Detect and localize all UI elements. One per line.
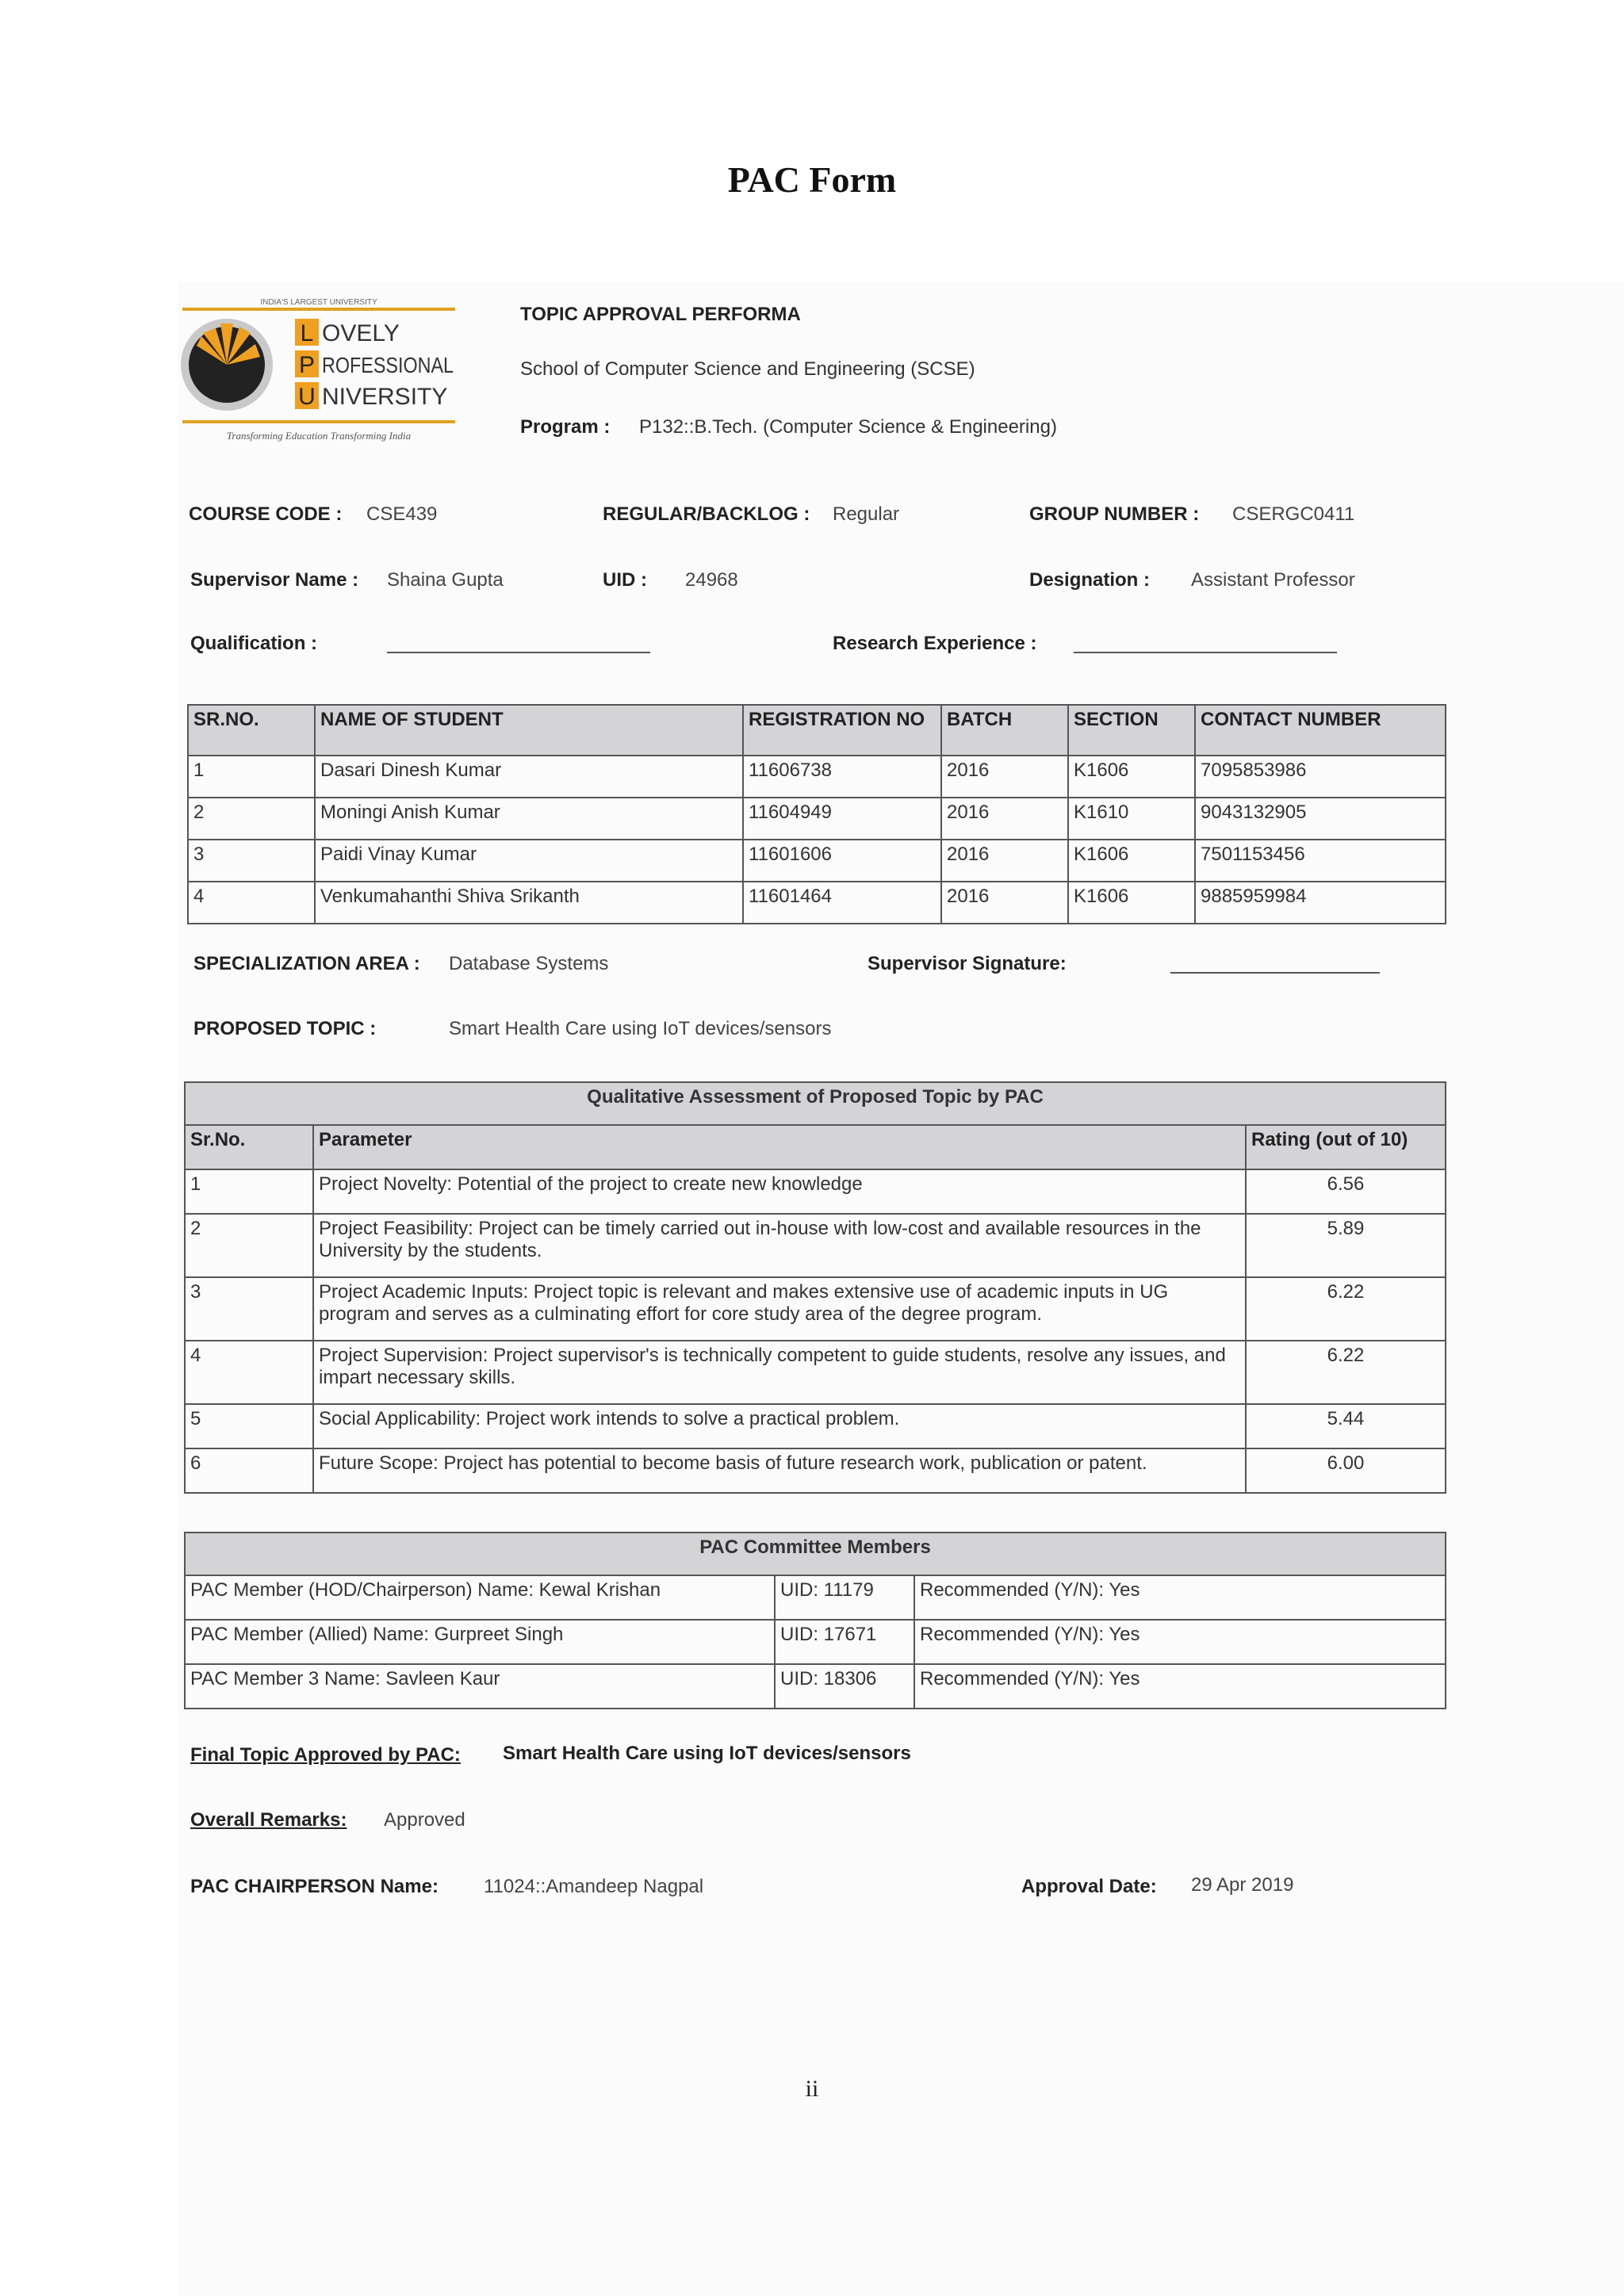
table-cell: Paidi Vinay Kumar	[315, 840, 743, 882]
students-header-cell: BATCH	[941, 705, 1068, 756]
table-row	[185, 1664, 1446, 1709]
table-cell: 11601606	[743, 840, 941, 882]
proposed-topic-label: PROPOSED TOPIC :	[193, 1018, 377, 1039]
table-cell: 9885959984	[1195, 882, 1446, 924]
overall-remarks-label: Overall Remarks:	[190, 1809, 347, 1831]
table-cell: Moningi Anish Kumar	[315, 798, 743, 840]
logo-letter-p: P	[298, 352, 316, 378]
table-cell: 2016	[941, 756, 1068, 798]
committee-caption: PAC Committee Members	[185, 1533, 1446, 1575]
table-row	[185, 1448, 1446, 1493]
table-row	[185, 1214, 1446, 1277]
table-cell: 11606738	[743, 756, 941, 798]
table-cell: 4	[185, 1341, 313, 1404]
table-row	[185, 1341, 1446, 1404]
table-cell: K1606	[1068, 840, 1195, 882]
proposed-topic-value: Smart Health Care using IoT devices/sensors	[449, 1018, 832, 1039]
table-cell: UID: 18306	[775, 1664, 914, 1709]
table-cell: PAC Member (HOD/Chairperson) Name: Kewal Krishan	[185, 1575, 775, 1620]
assessment-table	[184, 1081, 1446, 1494]
table-cell: Project Supervision: Project supervisor's is technically competent to guide students, resolve any issues, and impart necessary skills.	[313, 1341, 1246, 1404]
chairperson-label: PAC CHAIRPERSON Name:	[190, 1876, 439, 1897]
table-row	[185, 1169, 1446, 1214]
table-cell: 2	[185, 1214, 313, 1277]
table-row	[188, 756, 1446, 798]
specialization-label: SPECIALIZATION AREA :	[193, 953, 420, 974]
table-cell: 5	[185, 1404, 313, 1448]
university-logo	[179, 295, 458, 446]
supervisor-signature-blank	[1170, 972, 1380, 974]
rating-cell: 6.00	[1246, 1448, 1446, 1493]
table-cell: 11604949	[743, 798, 941, 840]
table-cell: Recommended (Y/N): Yes	[914, 1575, 1446, 1620]
table-cell: Recommended (Y/N): Yes	[914, 1664, 1446, 1709]
supervisor-name-value: Shaina Gupta	[387, 569, 504, 591]
uid-label: UID :	[603, 569, 647, 591]
qualification-label: Qualification :	[190, 633, 318, 654]
table-cell: K1606	[1068, 882, 1195, 924]
students-header-cell: SECTION	[1068, 705, 1195, 756]
table-cell: Recommended (Y/N): Yes	[914, 1620, 1446, 1664]
students-table	[187, 704, 1446, 924]
table-cell: 2016	[941, 798, 1068, 840]
table-cell: Project Feasibility: Project can be timely carried out in-house with low-cost and available resources in the University by the students.	[313, 1214, 1246, 1277]
table-cell: Social Applicability: Project work intends to solve a practical problem.	[313, 1404, 1246, 1448]
form-title: TOPIC APPROVAL PERFORMA	[520, 304, 801, 325]
table-row	[185, 1575, 1446, 1620]
approval-date-label: Approval Date:	[1021, 1876, 1157, 1897]
table-cell: K1606	[1068, 756, 1195, 798]
rating-cell: 6.56	[1246, 1169, 1446, 1214]
assessment-caption: Qualitative Assessment of Proposed Topic by PAC	[185, 1082, 1446, 1125]
table-row	[188, 882, 1446, 924]
table-cell: Future Scope: Project has potential to become basis of future research work, publication or patent.	[313, 1448, 1246, 1493]
course-code-label: COURSE CODE :	[189, 503, 343, 525]
assessment-header-cell: Parameter	[313, 1125, 1246, 1169]
logo-letter-u: U	[298, 384, 316, 410]
assessment-header-cell: Rating (out of 10)	[1246, 1125, 1446, 1169]
final-topic-label: Final Topic Approved by PAC:	[190, 1744, 461, 1766]
group-number-label: GROUP NUMBER :	[1029, 503, 1200, 525]
table-cell: 1	[185, 1169, 313, 1214]
table-cell: 7095853986	[1195, 756, 1446, 798]
table-cell: 3	[188, 840, 315, 882]
qualification-blank	[387, 652, 650, 653]
table-cell: UID: 11179	[775, 1575, 914, 1620]
uid-value: 24968	[685, 569, 738, 591]
regular-backlog-label: REGULAR/BACKLOG :	[603, 503, 810, 525]
table-cell: Project Novelty: Potential of the project to create new knowledge	[313, 1169, 1246, 1214]
committee-caption-row	[185, 1533, 1446, 1575]
table-cell: 1	[188, 756, 315, 798]
table-cell: 11601464	[743, 882, 941, 924]
regular-backlog-value: Regular	[833, 503, 900, 525]
assessment-caption-row	[185, 1082, 1446, 1125]
specialization-value: Database Systems	[449, 953, 609, 974]
students-header-cell: CONTACT NUMBER	[1195, 705, 1446, 756]
rating-cell: 5.89	[1246, 1214, 1446, 1277]
table-cell: K1610	[1068, 798, 1195, 840]
students-header-cell: REGISTRATION NO	[743, 705, 941, 756]
table-cell: 9043132905	[1195, 798, 1446, 840]
logo-tagline-top: INDIA'S LARGEST UNIVERSITY	[260, 298, 377, 307]
school-name: School of Computer Science and Engineering (SCSE)	[520, 358, 975, 380]
table-cell: 6	[185, 1448, 313, 1493]
table-cell: Venkumahanthi Shiva Srikanth	[315, 882, 743, 924]
chairperson-value: 11024::Amandeep Nagpal	[484, 1876, 704, 1897]
table-cell: Dasari Dinesh Kumar	[315, 756, 743, 798]
committee-table	[184, 1532, 1446, 1709]
research-experience-blank	[1074, 652, 1337, 653]
logo-line-2: ROFESSIONAL	[322, 353, 454, 377]
logo-line-3: NIVERSITY	[322, 384, 448, 410]
logo-tagline-bottom: Transforming Education Transforming India	[226, 430, 412, 442]
designation-label: Designation :	[1029, 569, 1151, 591]
table-cell: UID: 17671	[775, 1620, 914, 1664]
logo-letter-l: L	[300, 320, 314, 346]
students-header-row	[188, 705, 1446, 756]
supervisor-signature-label: Supervisor Signature:	[868, 953, 1067, 974]
table-cell: 2016	[941, 882, 1068, 924]
table-cell: PAC Member (Allied) Name: Gurpreet Singh	[185, 1620, 775, 1664]
page-title: PAC Form	[727, 159, 897, 200]
approval-date-value: 29 Apr 2019	[1191, 1874, 1294, 1896]
table-row	[185, 1277, 1446, 1341]
program-value: P132::B.Tech. (Computer Science & Engineering)	[639, 416, 1057, 438]
program-label: Program :	[520, 416, 611, 438]
table-cell: 2	[188, 798, 315, 840]
table-row	[185, 1620, 1446, 1664]
students-header-cell: NAME OF STUDENT	[315, 705, 743, 756]
page-number: ii	[805, 2076, 819, 2102]
designation-value: Assistant Professor	[1191, 569, 1355, 591]
rating-cell: 6.22	[1246, 1341, 1446, 1404]
table-cell: 4	[188, 882, 315, 924]
rating-cell: 6.22	[1246, 1277, 1446, 1341]
table-row	[185, 1404, 1446, 1448]
table-cell: Project Academic Inputs: Project topic is relevant and makes extensive use of academic inputs in UG program and serves as a culminating effort for core study area of the degree program.	[313, 1277, 1246, 1341]
supervisor-name-label: Supervisor Name :	[190, 569, 359, 591]
table-row	[188, 840, 1446, 882]
final-topic-value: Smart Health Care using IoT devices/sensors	[503, 1743, 911, 1764]
table-cell: 3	[185, 1277, 313, 1341]
course-code-value: CSE439	[366, 503, 438, 525]
table-cell: PAC Member 3 Name: Savleen Kaur	[185, 1664, 775, 1709]
research-experience-label: Research Experience :	[833, 633, 1037, 654]
table-row	[188, 798, 1446, 840]
group-number-value: CSERGC0411	[1232, 503, 1355, 525]
table-cell: 7501153456	[1195, 840, 1446, 882]
table-cell: 2016	[941, 840, 1068, 882]
logo-line-1: OVELY	[322, 320, 400, 346]
students-header-cell: SR.NO.	[188, 705, 315, 756]
rating-cell: 5.44	[1246, 1404, 1446, 1448]
assessment-header-row	[185, 1125, 1446, 1169]
assessment-header-cell: Sr.No.	[185, 1125, 313, 1169]
overall-remarks-value: Approved	[384, 1809, 465, 1831]
